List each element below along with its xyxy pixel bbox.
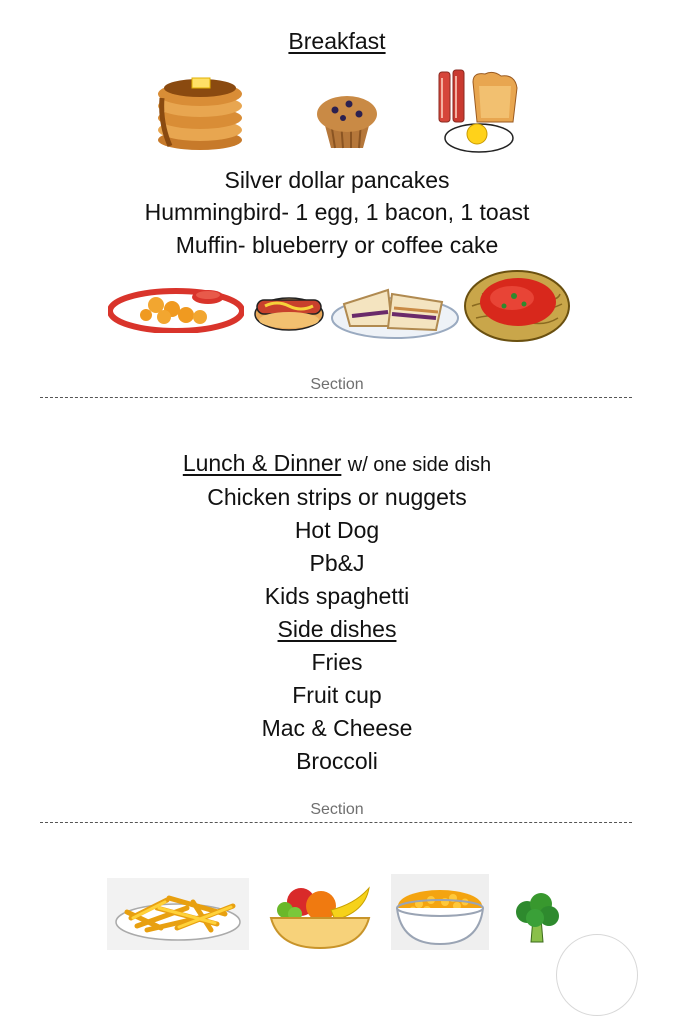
lunch-item-chicken: Chicken strips or nuggets — [207, 484, 467, 510]
breakfast-item-hummingbird: Hummingbird- 1 egg, 1 bacon, 1 toast — [144, 199, 530, 225]
breakfast-item-pancakes: Silver dollar pancakes — [224, 167, 450, 193]
section-divider — [40, 822, 632, 823]
fruit-bowl-icon — [265, 880, 375, 950]
broccoli-icon — [511, 892, 563, 946]
side-dishes-heading: Side dishes — [277, 616, 397, 642]
chicken-nuggets-icon — [108, 285, 244, 333]
lunch-heading: Lunch & Dinner — [182, 450, 342, 476]
section-label: Section — [310, 376, 364, 393]
fries-icon — [107, 878, 249, 950]
section-label: Section — [310, 801, 364, 818]
sandwich-icon — [330, 282, 460, 340]
corner-circle — [556, 934, 638, 1016]
side-item-fries: Fries — [311, 649, 363, 675]
lunch-item-hot-dog: Hot Dog — [294, 517, 380, 543]
side-item-mac-cheese: Mac & Cheese — [261, 715, 413, 741]
lunch-item-pbj: Pb&J — [309, 550, 365, 576]
breakfast-heading: Breakfast — [288, 28, 386, 54]
lunch-item-spaghetti: Kids spaghetti — [264, 583, 410, 609]
lunch-heading-line — [0, 448, 674, 480]
spaghetti-icon — [462, 268, 572, 344]
side-item-fruit-cup: Fruit cup — [292, 682, 382, 708]
section-divider — [40, 397, 632, 398]
hot-dog-icon — [253, 288, 325, 332]
lunch-heading-suffix: w/ one side dish — [347, 454, 492, 476]
breakfast-item-muffin: Muffin- blueberry or coffee cake — [175, 232, 499, 258]
muffin-icon — [313, 92, 381, 150]
mac-cheese-icon — [391, 874, 489, 950]
side-item-broccoli: Broccoli — [296, 748, 378, 774]
pancakes-icon — [152, 68, 248, 152]
bacon-egg-toast-icon — [435, 68, 525, 156]
